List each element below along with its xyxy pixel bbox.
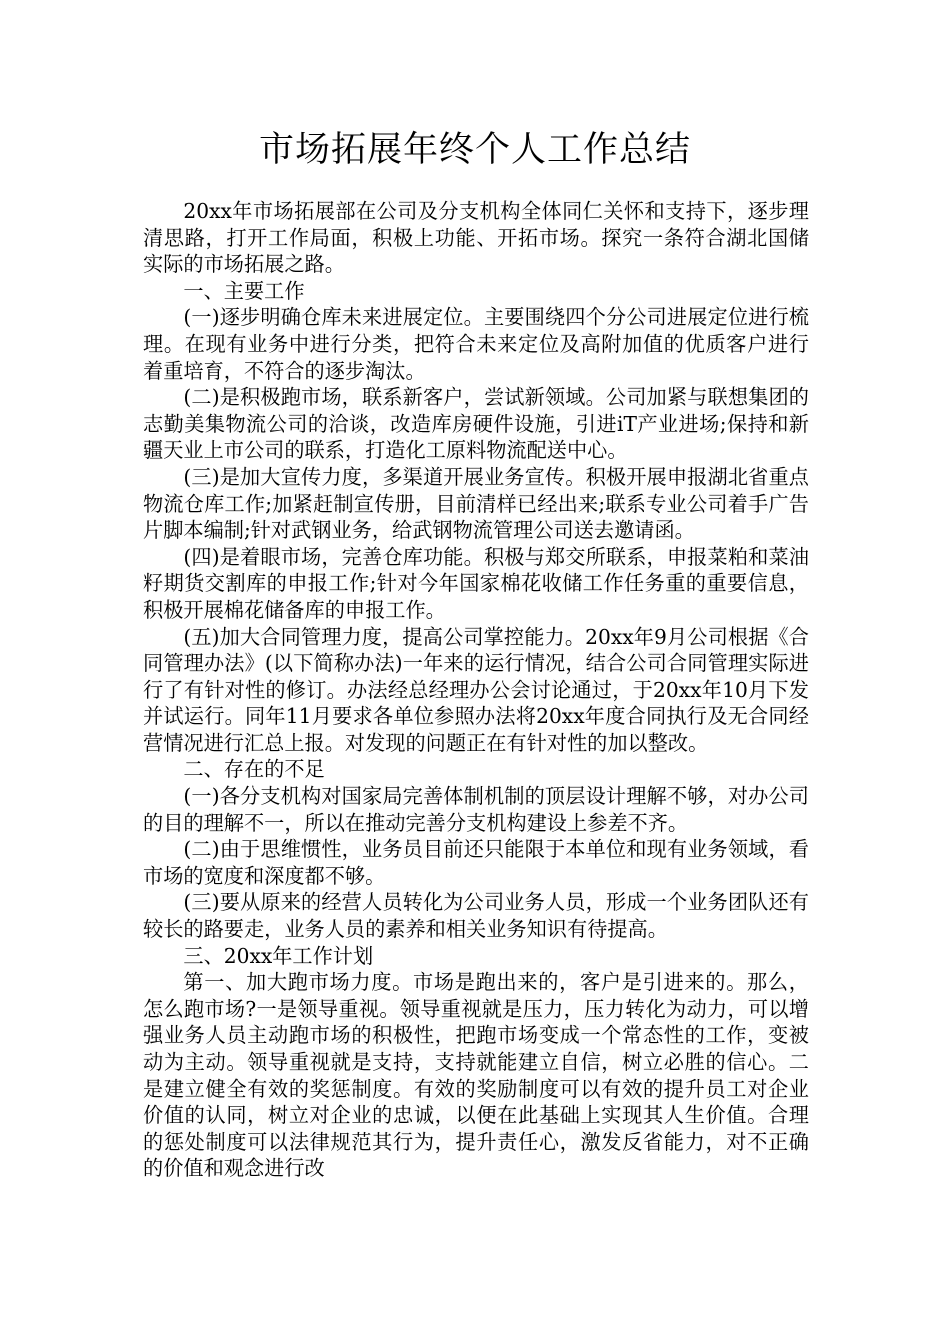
paragraph-item-5: (五)加大合同管理力度，提高公司掌控能力。20xx年9月公司根据《合同管理办法》(以下简称办法)一年来的运行情况，结合公司合同管理实际进行了有针对性的修订。办法经总经理办公会讨论通过，于20xx年10月下发并试运行。同年11月要求各单位参照办法将20xx年度合同执行及无合同经营情况进行汇总上报。对发现的问题正在有针对性的加以整改。: [143, 624, 809, 755]
shortcoming-item-1: (一)各分支机构对国家局完善体制机制的顶层设计理解不够，对办公司的目的理解不一，所以在推动完善分支机构建设上参差不齐。: [143, 784, 809, 835]
paragraph-item-1: (一)逐步明确仓库未来进展定位。主要围绕四个分公司进展定位进行梳理。在现有业务中进行分类，把符合未来定位及高附加值的优质客户进行着重培育，不符合的逐步淘汰。: [143, 305, 809, 383]
document-title: 市场拓展年终个人工作总结: [258, 130, 691, 170]
shortcoming-item-3: (三)要从原来的经营人员转化为公司业务人员，形成一个业务团队还有较长的路要走，业务人员的素养和相关业务知识有待提高。: [143, 890, 809, 942]
plan-item-1: 第一、加大跑市场力度。市场是跑出来的，客户是引进来的。那么，怎么跑市场?一是领导重视。领导重视就是压力，压力转化为动力，可以增强业务人员主动跑市场的积极性，把跑市场变成一个常态性的工作，变被动为主动。领导重视就是支持，支持就能建立自信，树立必胜的信心。二是建立健全有效的奖惩制度。有效的奖励制度可以有效的提升员工对企业价值的认同，树立对企业的忠诚，以便在此基础上实现其人生价值。合理的惩处制度可以法律规范其行为，提升责任心，激发反省能力，对不正确的价值和观念进行改: [143, 970, 809, 1181]
section-heading-main-work: 一、主要工作: [183, 278, 305, 303]
shortcoming-item-2: (二)由于思维惯性，业务员目前还只能限于本单位和现有业务领域，看市场的宽度和深度都不够。: [143, 837, 809, 888]
section-heading-shortcomings: 二、存在的不足: [183, 757, 325, 782]
section-heading-plan: 三、20xx年工作计划: [183, 943, 374, 968]
document-body: [143, 198, 809, 1182]
intro-paragraph: 20xx年市场拓展部在公司及分支机构全体同仁关怀和支持下，逐步理清思路，打开工作局面，积极上功能、开拓市场。探究一条符合湖北国储实际的市场拓展之路。: [143, 199, 809, 277]
paragraph-item-2: (二)是积极跑市场，联系新客户，尝试新领域。公司加紧与联想集团的志勤美集物流公司的洽谈，改造库房硬件设施，引进iT产业进场;保持和新疆天业上市公司的联系，打造化工原料物流配送中心。: [143, 385, 809, 463]
paragraph-item-4: (四)是着眼市场，完善仓库功能。积极与郑交所联系，申报菜粕和菜油籽期货交割库的申报工作;针对今年国家棉花收储工作任务重的重要信息，积极开展棉花储备库的申报工作。: [143, 544, 809, 622]
paragraph-item-3: (三)是加大宣传力度，多渠道开展业务宣传。积极开展申报湖北省重点物流仓库工作;加紧赶制宣传册，目前清样已经出来;联系专业公司着手广告片脚本编制;针对武钢业务，给武钢物流管理公司送去邀请函。: [143, 464, 809, 543]
